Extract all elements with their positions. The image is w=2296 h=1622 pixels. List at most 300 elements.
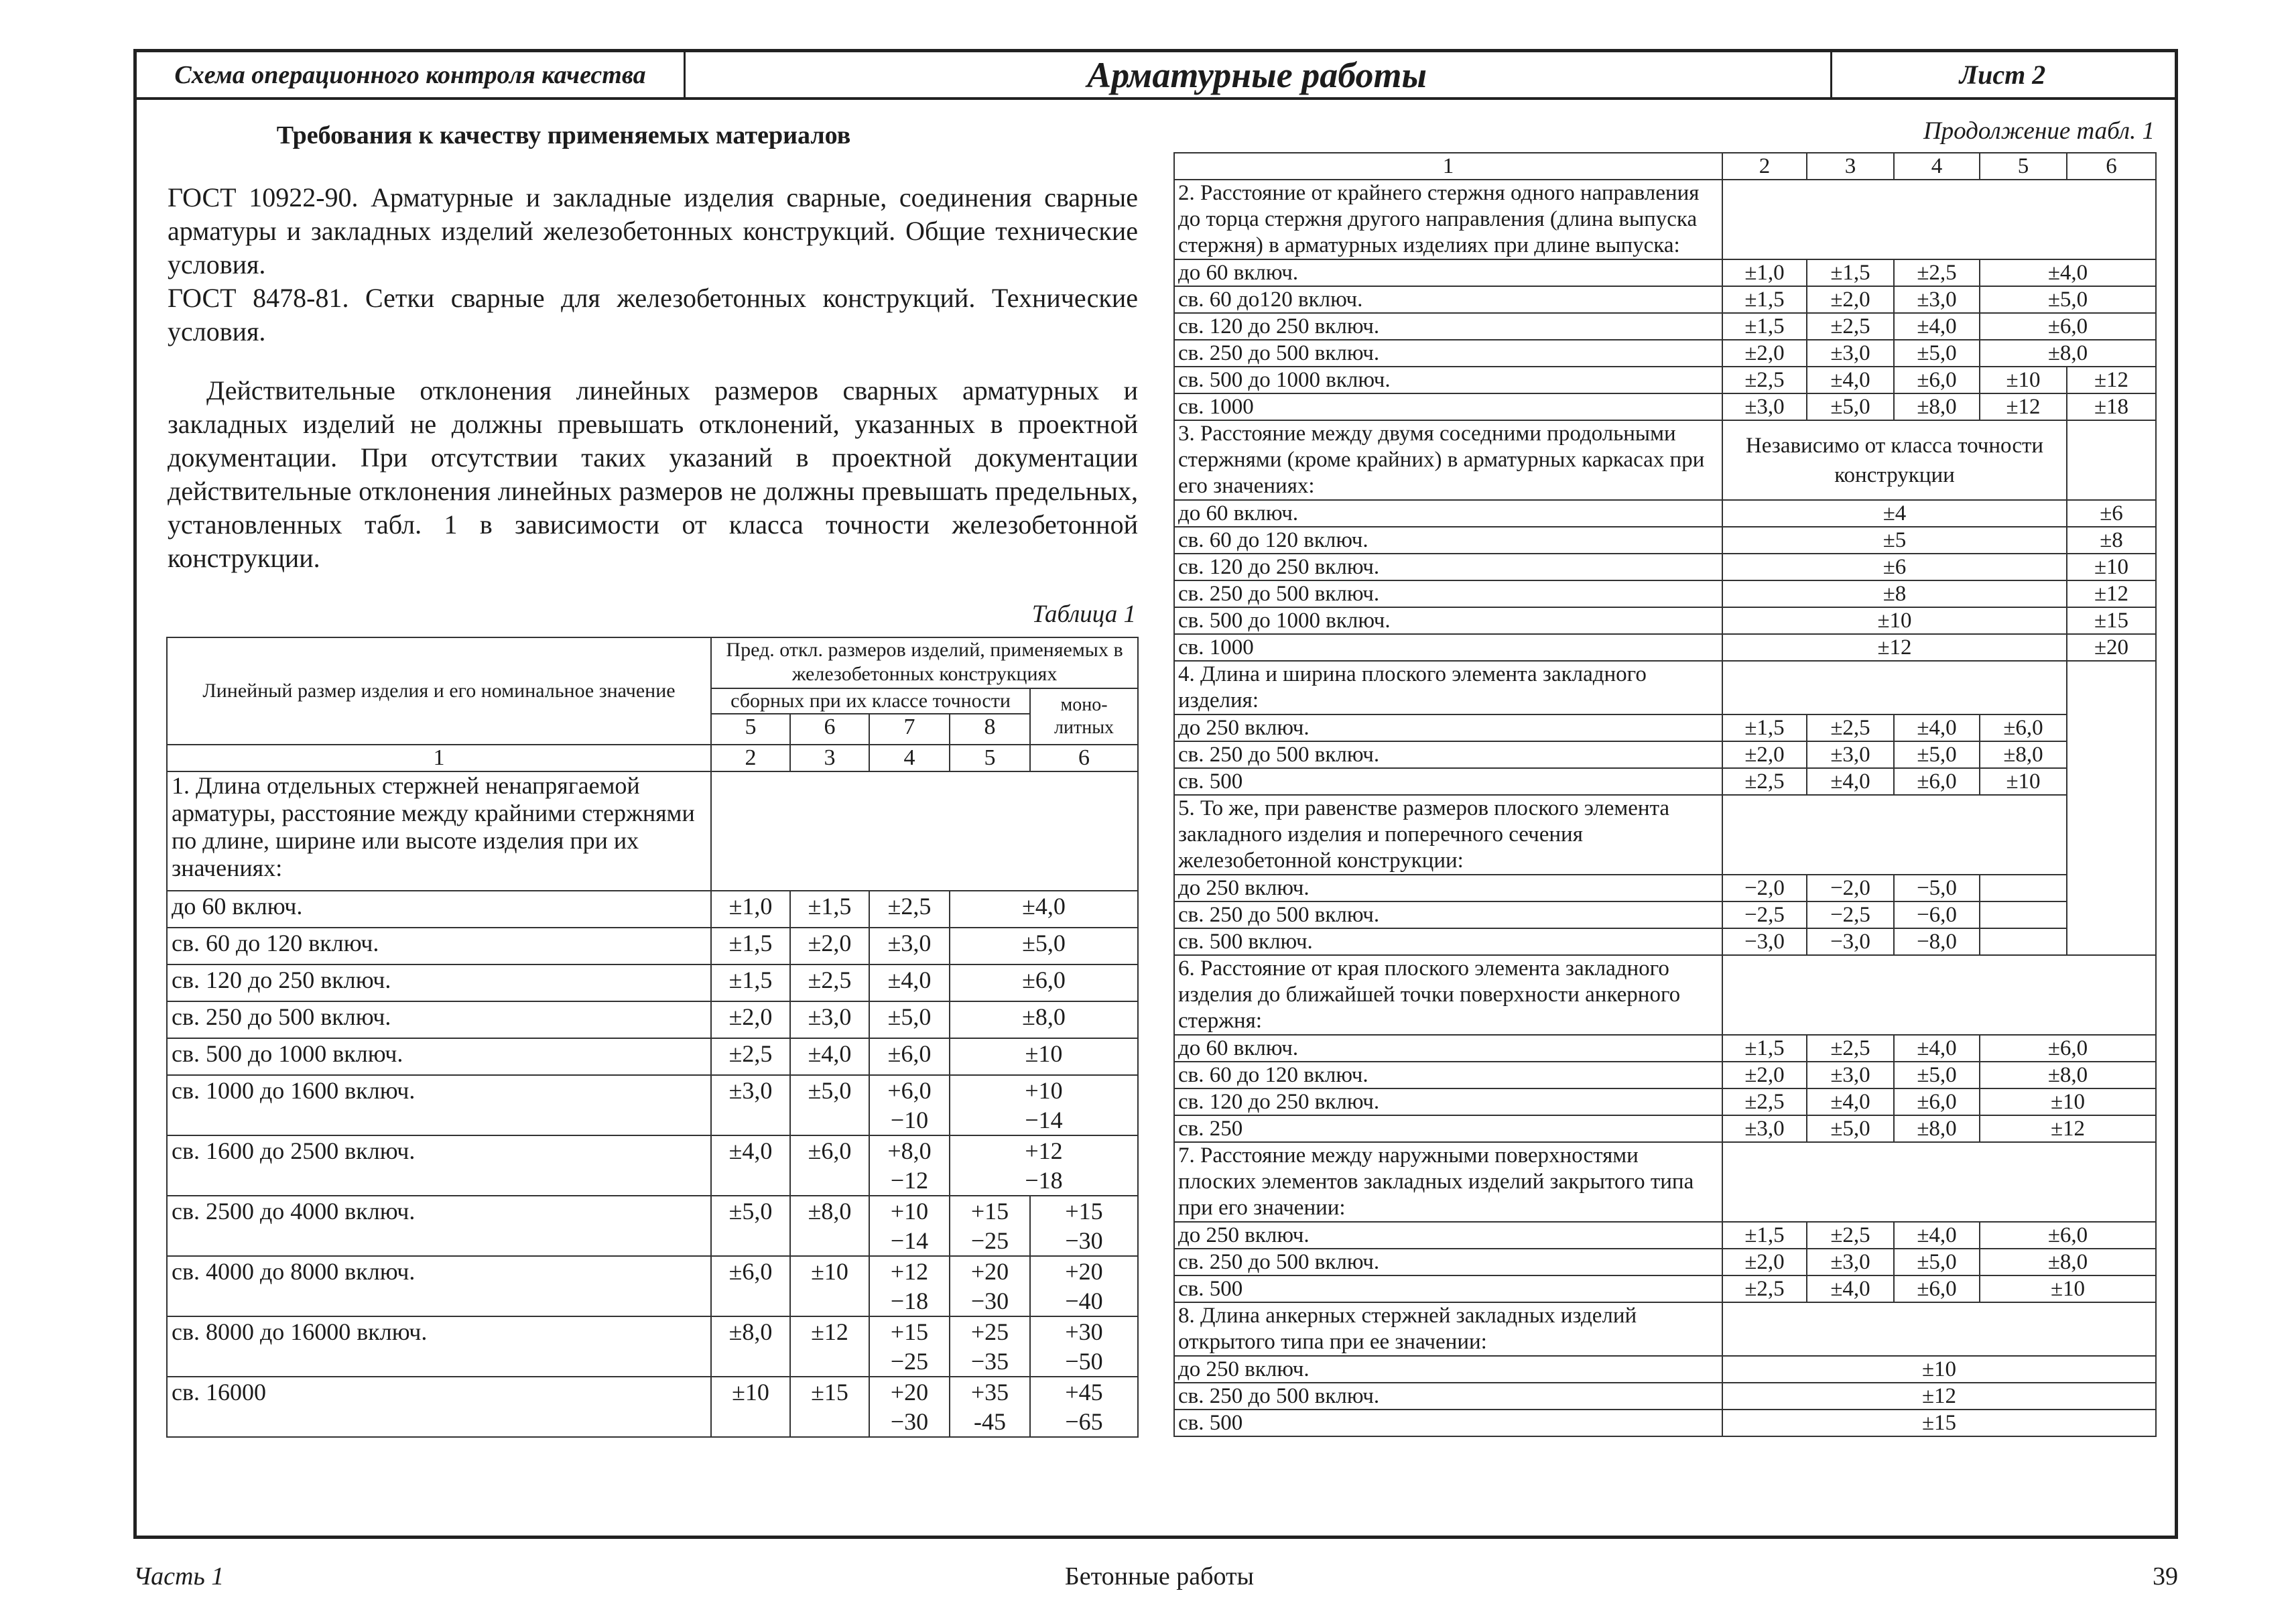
- t1-class-8: 8: [950, 714, 1030, 745]
- cell: ±15: [2067, 607, 2156, 634]
- blank-cell: [1722, 1302, 2156, 1356]
- cell: ±1,5: [1722, 1222, 1807, 1249]
- cell: ±3,0: [790, 1001, 869, 1038]
- blank-cell: [2067, 661, 2156, 955]
- cell-minus: −65: [1065, 1408, 1103, 1435]
- cell: ±2,5: [1722, 367, 1807, 393]
- cell-minus: -45: [974, 1408, 1006, 1435]
- footer-section: Бетонные работы: [1064, 1562, 1255, 1590]
- gost-8478-text: ГОСТ 8478-81. Сетки сварные для железобетонных конструкций. Технические условия.: [168, 283, 1138, 347]
- cell: ±2,5: [1722, 1275, 1807, 1302]
- table-row: [167, 1196, 1138, 1256]
- table-row: [1174, 714, 2156, 741]
- table-row: [1174, 607, 2156, 634]
- cell: ±2,0: [1807, 286, 1894, 313]
- cell: ±2,0: [1722, 1249, 1807, 1275]
- cell: ±10: [790, 1256, 869, 1316]
- cell: ±18: [2067, 393, 2156, 420]
- cell: ±1,5: [1722, 286, 1807, 313]
- cell: ±10: [1980, 1088, 2156, 1115]
- t2-col-num: 5: [1980, 153, 2067, 180]
- t2-section-8: 8. Длина анкерных стержней закладных изделий открытого типа при ее значении:: [1174, 1302, 1722, 1356]
- cell: ±3,0: [869, 928, 950, 964]
- cell-minus: −30: [970, 1288, 1009, 1314]
- cell: ±6,0: [711, 1256, 790, 1316]
- row-label: св. 1000 до 1600 включ.: [167, 1075, 711, 1135]
- t1-col-num: 3: [790, 745, 869, 771]
- cell: ±3,0: [1807, 741, 1894, 768]
- cell: −2,5: [1807, 901, 1894, 928]
- table-row: [1174, 1088, 2156, 1115]
- cell: [869, 1196, 950, 1256]
- cell: ±2,0: [1722, 1062, 1807, 1088]
- cell: −3,0: [1807, 928, 1894, 955]
- t2-col-num: 6: [2067, 153, 2156, 180]
- cell-minus: −14: [1025, 1107, 1063, 1133]
- t2-col-num: 2: [1722, 153, 1807, 180]
- t1-section-blank: [711, 771, 1138, 891]
- cell-plus: +30: [1065, 1318, 1103, 1345]
- cell: ±8,0: [1980, 741, 2067, 768]
- cell: −3,0: [1722, 928, 1807, 955]
- table-row: [167, 1001, 1138, 1038]
- blank-cell: [1722, 661, 2067, 714]
- cell-minus: −14: [890, 1227, 929, 1254]
- cell: [950, 1135, 1138, 1196]
- cell-plus: +35: [970, 1379, 1009, 1406]
- cell: [950, 1256, 1030, 1316]
- cell: ±1,5: [711, 928, 790, 964]
- cell: ±5,0: [1894, 741, 1980, 768]
- row-label: св. 120 до 250 включ.: [1174, 313, 1722, 340]
- table-continuation-caption: Продолжение табл. 1: [1923, 117, 2155, 145]
- row-label: св. 16000: [167, 1377, 711, 1437]
- row-label: до 60 включ.: [1174, 500, 1722, 527]
- cell: ±6,0: [1980, 1222, 2156, 1249]
- cell: ±1,5: [711, 964, 790, 1001]
- cell: −2,0: [1807, 875, 1894, 901]
- row-label: до 250 включ.: [1174, 1222, 1722, 1249]
- cell: ±6,0: [1980, 714, 2067, 741]
- blank-cell: [1980, 901, 2067, 928]
- cell: ±5,0: [1807, 1115, 1894, 1142]
- cell-plus: +12: [1025, 1137, 1063, 1164]
- cell-plus: +20: [1065, 1258, 1103, 1285]
- t1-col-num: 6: [1030, 745, 1138, 771]
- cell: ±6,0: [950, 964, 1138, 1001]
- cell: ±10: [711, 1377, 790, 1437]
- cell-minus: −18: [1025, 1167, 1063, 1194]
- t2-section-3: 3. Расстояние между двумя соседними продольными стержнями (кроме крайних) в арматурных каркасах при его значениях:: [1174, 420, 1722, 500]
- table-row: [1174, 393, 2156, 420]
- blank-cell: [1722, 180, 2156, 259]
- cell: [1030, 1377, 1138, 1437]
- row-label: св. 250 до 500 включ.: [167, 1001, 711, 1038]
- cell: ±10: [1980, 367, 2067, 393]
- blank-cell: [1980, 875, 2067, 901]
- row-label: св. 250 до 500 включ.: [1174, 901, 1722, 928]
- table-row: [1174, 340, 2156, 367]
- t2-col-num: 3: [1807, 153, 1894, 180]
- cell: ±2,0: [1722, 741, 1807, 768]
- cell: [869, 1256, 950, 1316]
- cell: ±2,5: [711, 1038, 790, 1075]
- cell-minus: −50: [1065, 1348, 1103, 1375]
- cell: ±10: [1722, 607, 2067, 634]
- t1-header-monolithic: моно-литных: [1030, 688, 1138, 745]
- cell-minus: −10: [890, 1107, 929, 1133]
- row-label: св. 1000: [1174, 393, 1722, 420]
- cell: ±12: [1722, 634, 2067, 661]
- t2-section-4: 4. Длина и ширина плоского элемента закладного изделия:: [1174, 661, 1722, 714]
- cell: [1030, 1196, 1138, 1256]
- table-row: [1174, 1115, 2156, 1142]
- cell: ±3,0: [1807, 340, 1894, 367]
- cell: ±10: [2067, 554, 2156, 580]
- row-label: св. 120 до 250 включ.: [167, 964, 711, 1001]
- cell: ±5,0: [1894, 1249, 1980, 1275]
- table-row: [1174, 1035, 2156, 1062]
- row-label: св. 250: [1174, 1115, 1722, 1142]
- cell-plus: +10: [1025, 1077, 1063, 1104]
- deviation-paragraph: Действительные отклонения линейных размеров сварных арматурных и закладных изделий не должны превышать отклонений, указанных в проектной документации. При отсутствии таких указаний в проектной документации действительные отклонения линейных размеров не должны превышать предельных, установленных табл. 1 в зависимости от класса точности железобетонной конструкции.: [168, 375, 1138, 573]
- blank-cell: [1722, 795, 2067, 875]
- header-scheme-title: Схема операционного контроля качества: [137, 52, 686, 97]
- cell: [869, 1377, 950, 1437]
- cell: ±1,0: [711, 891, 790, 928]
- cell: ±2,5: [869, 891, 950, 928]
- cell: ±2,0: [790, 928, 869, 964]
- table-row: [1174, 367, 2156, 393]
- cell: ±8: [2067, 527, 2156, 554]
- blank-cell: [2067, 420, 2156, 500]
- t1-class-7: 7: [869, 714, 950, 745]
- table-row: [1174, 741, 2156, 768]
- table-row: [1174, 554, 2156, 580]
- table-1-continued: [1173, 152, 2157, 1437]
- row-label: до 60 включ.: [1174, 1035, 1722, 1062]
- cell: ±20: [2067, 634, 2156, 661]
- row-label: св. 500 до 1000 включ.: [1174, 367, 1722, 393]
- cell: [950, 1316, 1030, 1377]
- t1-col-num: 1: [167, 745, 711, 771]
- cell: −5,0: [1894, 875, 1980, 901]
- cell: ±1,0: [1722, 259, 1807, 286]
- table-row: [167, 1075, 1138, 1135]
- sheet-header: [137, 52, 2175, 100]
- t1-class-5: 5: [711, 714, 790, 745]
- cell: ±2,5: [1807, 714, 1894, 741]
- cell: ±5,0: [711, 1196, 790, 1256]
- cell: ±12: [1980, 393, 2067, 420]
- cell: ±2,5: [1807, 1035, 1894, 1062]
- row-label: св. 500: [1174, 1410, 1722, 1436]
- row-label: св. 500: [1174, 1275, 1722, 1302]
- header-sheet-number: Лист 2: [1959, 60, 2046, 90]
- cell: [1030, 1316, 1138, 1377]
- row-label: св. 1600 до 2500 включ.: [167, 1135, 711, 1196]
- row-label: св. 60 до120 включ.: [1174, 286, 1722, 313]
- cell: ±5: [1722, 527, 2067, 554]
- cell: ±4,0: [950, 891, 1138, 928]
- cell: ±8,0: [950, 1001, 1138, 1038]
- table-row: [1174, 875, 2156, 901]
- table-row: [1174, 1062, 2156, 1088]
- table-row: [167, 1377, 1138, 1437]
- table-row: [1174, 634, 2156, 661]
- cell: ±12: [1722, 1383, 2156, 1410]
- row-label: до 250 включ.: [1174, 714, 1722, 741]
- cell: ±10: [950, 1038, 1138, 1075]
- cell: ±4,0: [1894, 714, 1980, 741]
- row-label: св. 60 до 120 включ.: [167, 928, 711, 964]
- blank-cell: [1722, 955, 2156, 1035]
- blank-cell: [1722, 1142, 2156, 1222]
- row-label: до 250 включ.: [1174, 875, 1722, 901]
- cell: ±5,0: [1807, 393, 1894, 420]
- cell: ±3,0: [711, 1075, 790, 1135]
- cell: ±2,5: [1807, 1222, 1894, 1249]
- cell-plus: +20: [970, 1258, 1009, 1285]
- cell: −8,0: [1894, 928, 1980, 955]
- cell: ±12: [2067, 580, 2156, 607]
- t1-header-deviation: Пред. откл. размеров изделий, применяемых в железобетонных конструкциях: [711, 637, 1138, 688]
- gost-10922-text: ГОСТ 10922-90. Арматурные и закладные изделия сварные, соединения сварные арматуры и закладных изделий железобетонных конструкций. Общие технические условия.: [168, 182, 1138, 279]
- table-row: [167, 1316, 1138, 1377]
- cell: ±6,0: [1894, 1275, 1980, 1302]
- row-label: св. 500 до 1000 включ.: [1174, 607, 1722, 634]
- table-row: [1174, 1222, 2156, 1249]
- cell: ±12: [2067, 367, 2156, 393]
- table-row: [1174, 1275, 2156, 1302]
- cell: [950, 1377, 1030, 1437]
- cell: ±12: [1980, 1115, 2156, 1142]
- table-row: [167, 928, 1138, 964]
- row-label: св. 4000 до 8000 включ.: [167, 1256, 711, 1316]
- cell: ±6,0: [1894, 1088, 1980, 1115]
- cell: ±3,0: [1722, 1115, 1807, 1142]
- section-title: Требования к качеству применяемых материалов: [276, 121, 851, 149]
- cell: ±2,0: [1722, 340, 1807, 367]
- cell: ±3,0: [1722, 393, 1807, 420]
- table-1: [166, 637, 1139, 1438]
- cell: ±4,0: [1807, 1088, 1894, 1115]
- cell: ±1,5: [1722, 1035, 1807, 1062]
- cell: ±1,5: [790, 891, 869, 928]
- row-label: до 60 включ.: [167, 891, 711, 928]
- cell: ±8,0: [790, 1196, 869, 1256]
- row-label: св. 500 до 1000 включ.: [167, 1038, 711, 1075]
- row-label: до 250 включ.: [1174, 1356, 1722, 1383]
- cell: ±3,0: [1807, 1062, 1894, 1088]
- t2-section-2: 2. Расстояние от крайнего стержня одного направления до торца стержня другого направления (длина выпуска стержня) в арматурных изделиях при длине выпуска:: [1174, 180, 1722, 259]
- cell: ±5,0: [790, 1075, 869, 1135]
- cell: ±4,0: [1807, 1275, 1894, 1302]
- cell: ±8: [1722, 580, 2067, 607]
- cell: ±10: [1980, 768, 2067, 795]
- cell-plus: +20: [890, 1379, 929, 1406]
- table-row: [167, 1135, 1138, 1196]
- cell: ±4,0: [1807, 367, 1894, 393]
- t2-section-7: 7. Расстояние между наружными поверхностями плоских элементов закладных изделий закрытого типа при его значении:: [1174, 1142, 1722, 1222]
- t1-section-1: 1. Длина отдельных стержней ненапрягаемой арматуры, расстояние между крайними стержнями по длине, ширине или высоте изделия при их значениях:: [167, 771, 711, 891]
- cell: ±4,0: [1980, 259, 2156, 286]
- cell: ±4,0: [1807, 768, 1894, 795]
- row-label: св. 120 до 250 включ.: [1174, 1088, 1722, 1115]
- cell: ±6,0: [869, 1038, 950, 1075]
- cell-plus: +10: [890, 1198, 929, 1225]
- cell: ±8,0: [1980, 1249, 2156, 1275]
- table-row: [167, 1038, 1138, 1075]
- cell-minus: −30: [1065, 1227, 1103, 1254]
- cell: [950, 1196, 1030, 1256]
- row-label: св. 250 до 500 включ.: [1174, 580, 1722, 607]
- cell: ±6: [1722, 554, 2067, 580]
- table-row: [1174, 259, 2156, 286]
- cell: ±8,0: [1894, 393, 1980, 420]
- cell: ±5,0: [869, 1001, 950, 1038]
- table-row: [1174, 928, 2156, 955]
- cell: ±5,0: [950, 928, 1138, 964]
- cell-minus: −35: [970, 1348, 1009, 1375]
- cell: [869, 1075, 950, 1135]
- cell: ±3,0: [1894, 286, 1980, 313]
- cell-minus: −18: [890, 1288, 929, 1314]
- cell: ±4: [1722, 500, 2067, 527]
- cell-plus: +6,0: [887, 1077, 932, 1104]
- row-label: св. 250 до 500 включ.: [1174, 741, 1722, 768]
- cell: ±8,0: [1894, 1115, 1980, 1142]
- cell: ±2,5: [790, 964, 869, 1001]
- cell: ±8,0: [1980, 1062, 2156, 1088]
- cell-minus: −40: [1065, 1288, 1103, 1314]
- cell: ±12: [790, 1316, 869, 1377]
- cell-plus: +45: [1065, 1379, 1103, 1406]
- cell: ±6,0: [1894, 367, 1980, 393]
- cell: ±15: [1722, 1410, 2156, 1436]
- cell: ±4,0: [790, 1038, 869, 1075]
- t2-section-3-note: Независимо от класса точности конструкции: [1722, 420, 2067, 500]
- row-label: св. 500 включ.: [1174, 928, 1722, 955]
- cell: ±4,0: [1894, 1035, 1980, 1062]
- row-label: св. 250 до 500 включ.: [1174, 1249, 1722, 1275]
- table-row: [1174, 580, 2156, 607]
- cell: [869, 1316, 950, 1377]
- cell: ±5,0: [1894, 1062, 1980, 1088]
- cell: [950, 1075, 1138, 1135]
- cell: ±6: [2067, 500, 2156, 527]
- cell-minus: −30: [890, 1408, 929, 1435]
- cell-plus: +15: [970, 1198, 1009, 1225]
- row-label: св. 60 до 120 включ.: [1174, 1062, 1722, 1088]
- cell: ±8,0: [711, 1316, 790, 1377]
- row-label: св. 250 до 500 включ.: [1174, 340, 1722, 367]
- cell: ±1,5: [1807, 259, 1894, 286]
- table-row: [1174, 1249, 2156, 1275]
- cell: −2,0: [1722, 875, 1807, 901]
- table-row: [167, 1256, 1138, 1316]
- t1-col-num: 4: [869, 745, 950, 771]
- blank-cell: [1980, 928, 2067, 955]
- t1-header-prefab: сборных при их классе точности: [711, 688, 1030, 714]
- row-label: св. 1000: [1174, 634, 1722, 661]
- row-label: св. 60 до 120 включ.: [1174, 527, 1722, 554]
- table-row: [1174, 1410, 2156, 1436]
- cell: ±15: [790, 1377, 869, 1437]
- cell: ±1,5: [1722, 714, 1807, 741]
- cell: ±2,5: [1722, 768, 1807, 795]
- t1-class-6: 6: [790, 714, 869, 745]
- cell: ±4,0: [711, 1135, 790, 1196]
- t2-col-num: 1: [1174, 153, 1722, 180]
- cell: ±2,5: [1807, 313, 1894, 340]
- table1-caption: Таблица 1: [1031, 601, 1136, 628]
- t2-section-5: 5. То же, при равенстве размеров плоского элемента закладного изделия и поперечного сечения железобетонной конструкции:: [1174, 795, 1722, 875]
- cell: ±6,0: [1894, 768, 1980, 795]
- t2-col-num: 4: [1894, 153, 1980, 180]
- t1-col-num: 5: [950, 745, 1030, 771]
- table-row: [1174, 901, 2156, 928]
- table-row: [1174, 527, 2156, 554]
- table-row: [1174, 1356, 2156, 1383]
- cell: ±6,0: [790, 1135, 869, 1196]
- cell-minus: −25: [890, 1348, 929, 1375]
- cell-plus: +15: [890, 1318, 929, 1345]
- cell: ±4,0: [869, 964, 950, 1001]
- cell: ±10: [1980, 1275, 2156, 1302]
- cell: ±5,0: [1980, 286, 2156, 313]
- cell: ±2,5: [1722, 1088, 1807, 1115]
- cell-plus: +8,0: [887, 1137, 932, 1164]
- cell: ±2,5: [1894, 259, 1980, 286]
- cell-plus: +25: [970, 1318, 1009, 1345]
- t1-header-name: Линейный размер изделия и его номинальное значение: [167, 637, 711, 745]
- footer-part: Часть 1: [133, 1562, 225, 1590]
- cell: ±4,0: [1894, 313, 1980, 340]
- cell-plus: +15: [1065, 1198, 1103, 1225]
- cell: −2,5: [1722, 901, 1807, 928]
- row-label: св. 500: [1174, 768, 1722, 795]
- cell: ±5,0: [1894, 340, 1980, 367]
- gost-references: [168, 181, 1138, 349]
- header-work-title: Арматурные работы: [684, 52, 1832, 97]
- cell-plus: +12: [890, 1258, 929, 1285]
- t2-section-6: 6. Расстояние от края плоского элемента закладного изделия до ближайшей точки поверхности анкерного стержня:: [1174, 955, 1722, 1035]
- cell: [1030, 1256, 1138, 1316]
- cell: [869, 1135, 950, 1196]
- row-label: св. 8000 до 16000 включ.: [167, 1316, 711, 1377]
- row-label: св. 250 до 500 включ.: [1174, 1383, 1722, 1410]
- page-number: 39: [2153, 1562, 2178, 1590]
- table-row: [1174, 500, 2156, 527]
- table-row: [1174, 286, 2156, 313]
- row-label: св. 2500 до 4000 включ.: [167, 1196, 711, 1256]
- row-label: до 60 включ.: [1174, 259, 1722, 286]
- cell-minus: −12: [890, 1167, 929, 1194]
- cell: ±6,0: [1980, 1035, 2156, 1062]
- t1-col-num: 2: [711, 745, 790, 771]
- table-row: [167, 891, 1138, 928]
- cell-minus: −25: [970, 1227, 1009, 1254]
- cell: ±6,0: [1980, 313, 2156, 340]
- cell: ±4,0: [1894, 1222, 1980, 1249]
- table-row: [1174, 1383, 2156, 1410]
- table-row: [1174, 313, 2156, 340]
- cell: ±10: [1722, 1356, 2156, 1383]
- cell: ±8,0: [1980, 340, 2156, 367]
- cell: −6,0: [1894, 901, 1980, 928]
- table-row: [1174, 768, 2156, 795]
